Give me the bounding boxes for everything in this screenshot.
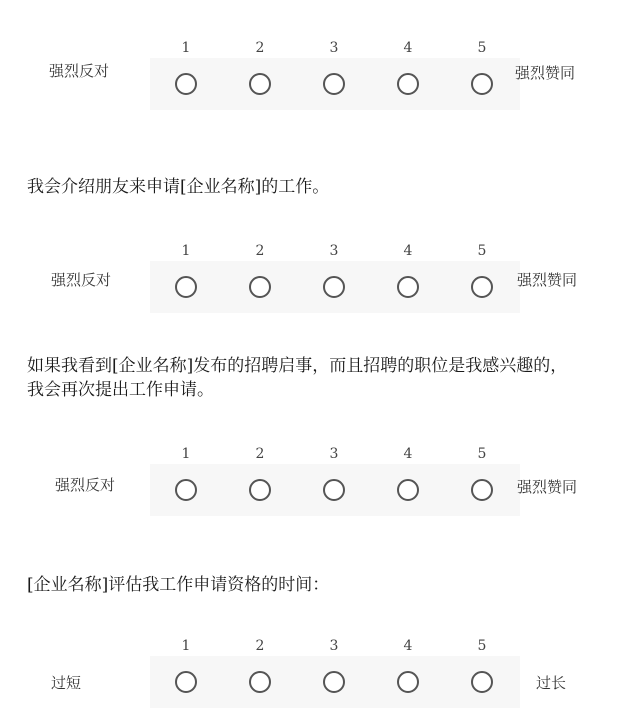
scale-right-label: 强烈赞同: [517, 271, 578, 289]
scale-right-label: 强烈赞同: [515, 64, 576, 82]
radio-option-5[interactable]: [471, 276, 493, 298]
likert-scale-3: [0, 444, 641, 524]
scale-point-label: 3: [329, 638, 339, 654]
likert-scale-4: [0, 636, 641, 716]
radio-option-3[interactable]: [323, 73, 345, 95]
radio-option-2[interactable]: [249, 276, 271, 298]
radio-option-2[interactable]: [249, 671, 271, 693]
question-text: 如果我看到[企业名称]发布的招聘启事，而且招聘的职位是我感兴趣的，我会再次提出工作申请。: [27, 356, 568, 400]
radio-option-4[interactable]: [397, 276, 419, 298]
scale-point-label: 1: [181, 638, 191, 654]
scale-point-label: 3: [329, 40, 339, 56]
scale-right-label: 过长: [536, 674, 567, 692]
likert-scale-1: [0, 38, 641, 118]
scale-point-label: 4: [403, 446, 413, 462]
scale-point-label: 2: [255, 243, 265, 259]
radio-option-5[interactable]: [471, 73, 493, 95]
radio-option-1[interactable]: [175, 671, 197, 693]
scale-point-label: 5: [477, 40, 487, 56]
scale-point-label: 4: [403, 638, 413, 654]
radio-option-1[interactable]: [175, 73, 197, 95]
radio-option-2[interactable]: [249, 73, 271, 95]
scale-point-label: 3: [329, 446, 339, 462]
scale-point-label: 5: [477, 243, 487, 259]
question-text: [企业名称]评估我工作申请资格的时间：: [27, 575, 330, 595]
scale-left-label: 过短: [51, 674, 82, 692]
scale-point-label: 3: [329, 243, 339, 259]
scale-point-label: 4: [403, 243, 413, 259]
scale-right-label: 强烈赞同: [517, 478, 578, 496]
scale-left-label: 强烈反对: [51, 271, 112, 289]
radio-option-5[interactable]: [471, 479, 493, 501]
likert-scale-2: [0, 241, 641, 321]
radio-option-4[interactable]: [397, 671, 419, 693]
radio-option-4[interactable]: [397, 479, 419, 501]
scale-point-label: 5: [477, 638, 487, 654]
scale-point-label: 1: [181, 446, 191, 462]
radio-option-1[interactable]: [175, 276, 197, 298]
scale-point-label: 1: [181, 40, 191, 56]
scale-point-label: 2: [255, 40, 265, 56]
radio-option-1[interactable]: [175, 479, 197, 501]
radio-option-3[interactable]: [323, 479, 345, 501]
radio-option-3[interactable]: [323, 671, 345, 693]
scale-left-label: 强烈反对: [49, 62, 110, 80]
scale-point-label: 1: [181, 243, 191, 259]
question-text: 我会介绍朋友来申请[企业名称]的工作。: [27, 177, 330, 197]
radio-option-5[interactable]: [471, 671, 493, 693]
scale-point-label: 2: [255, 446, 265, 462]
scale-left-label: 强烈反对: [55, 476, 116, 494]
radio-option-2[interactable]: [249, 479, 271, 501]
scale-point-label: 2: [255, 638, 265, 654]
radio-option-3[interactable]: [323, 276, 345, 298]
radio-option-4[interactable]: [397, 73, 419, 95]
scale-point-label: 4: [403, 40, 413, 56]
scale-point-label: 5: [477, 446, 487, 462]
